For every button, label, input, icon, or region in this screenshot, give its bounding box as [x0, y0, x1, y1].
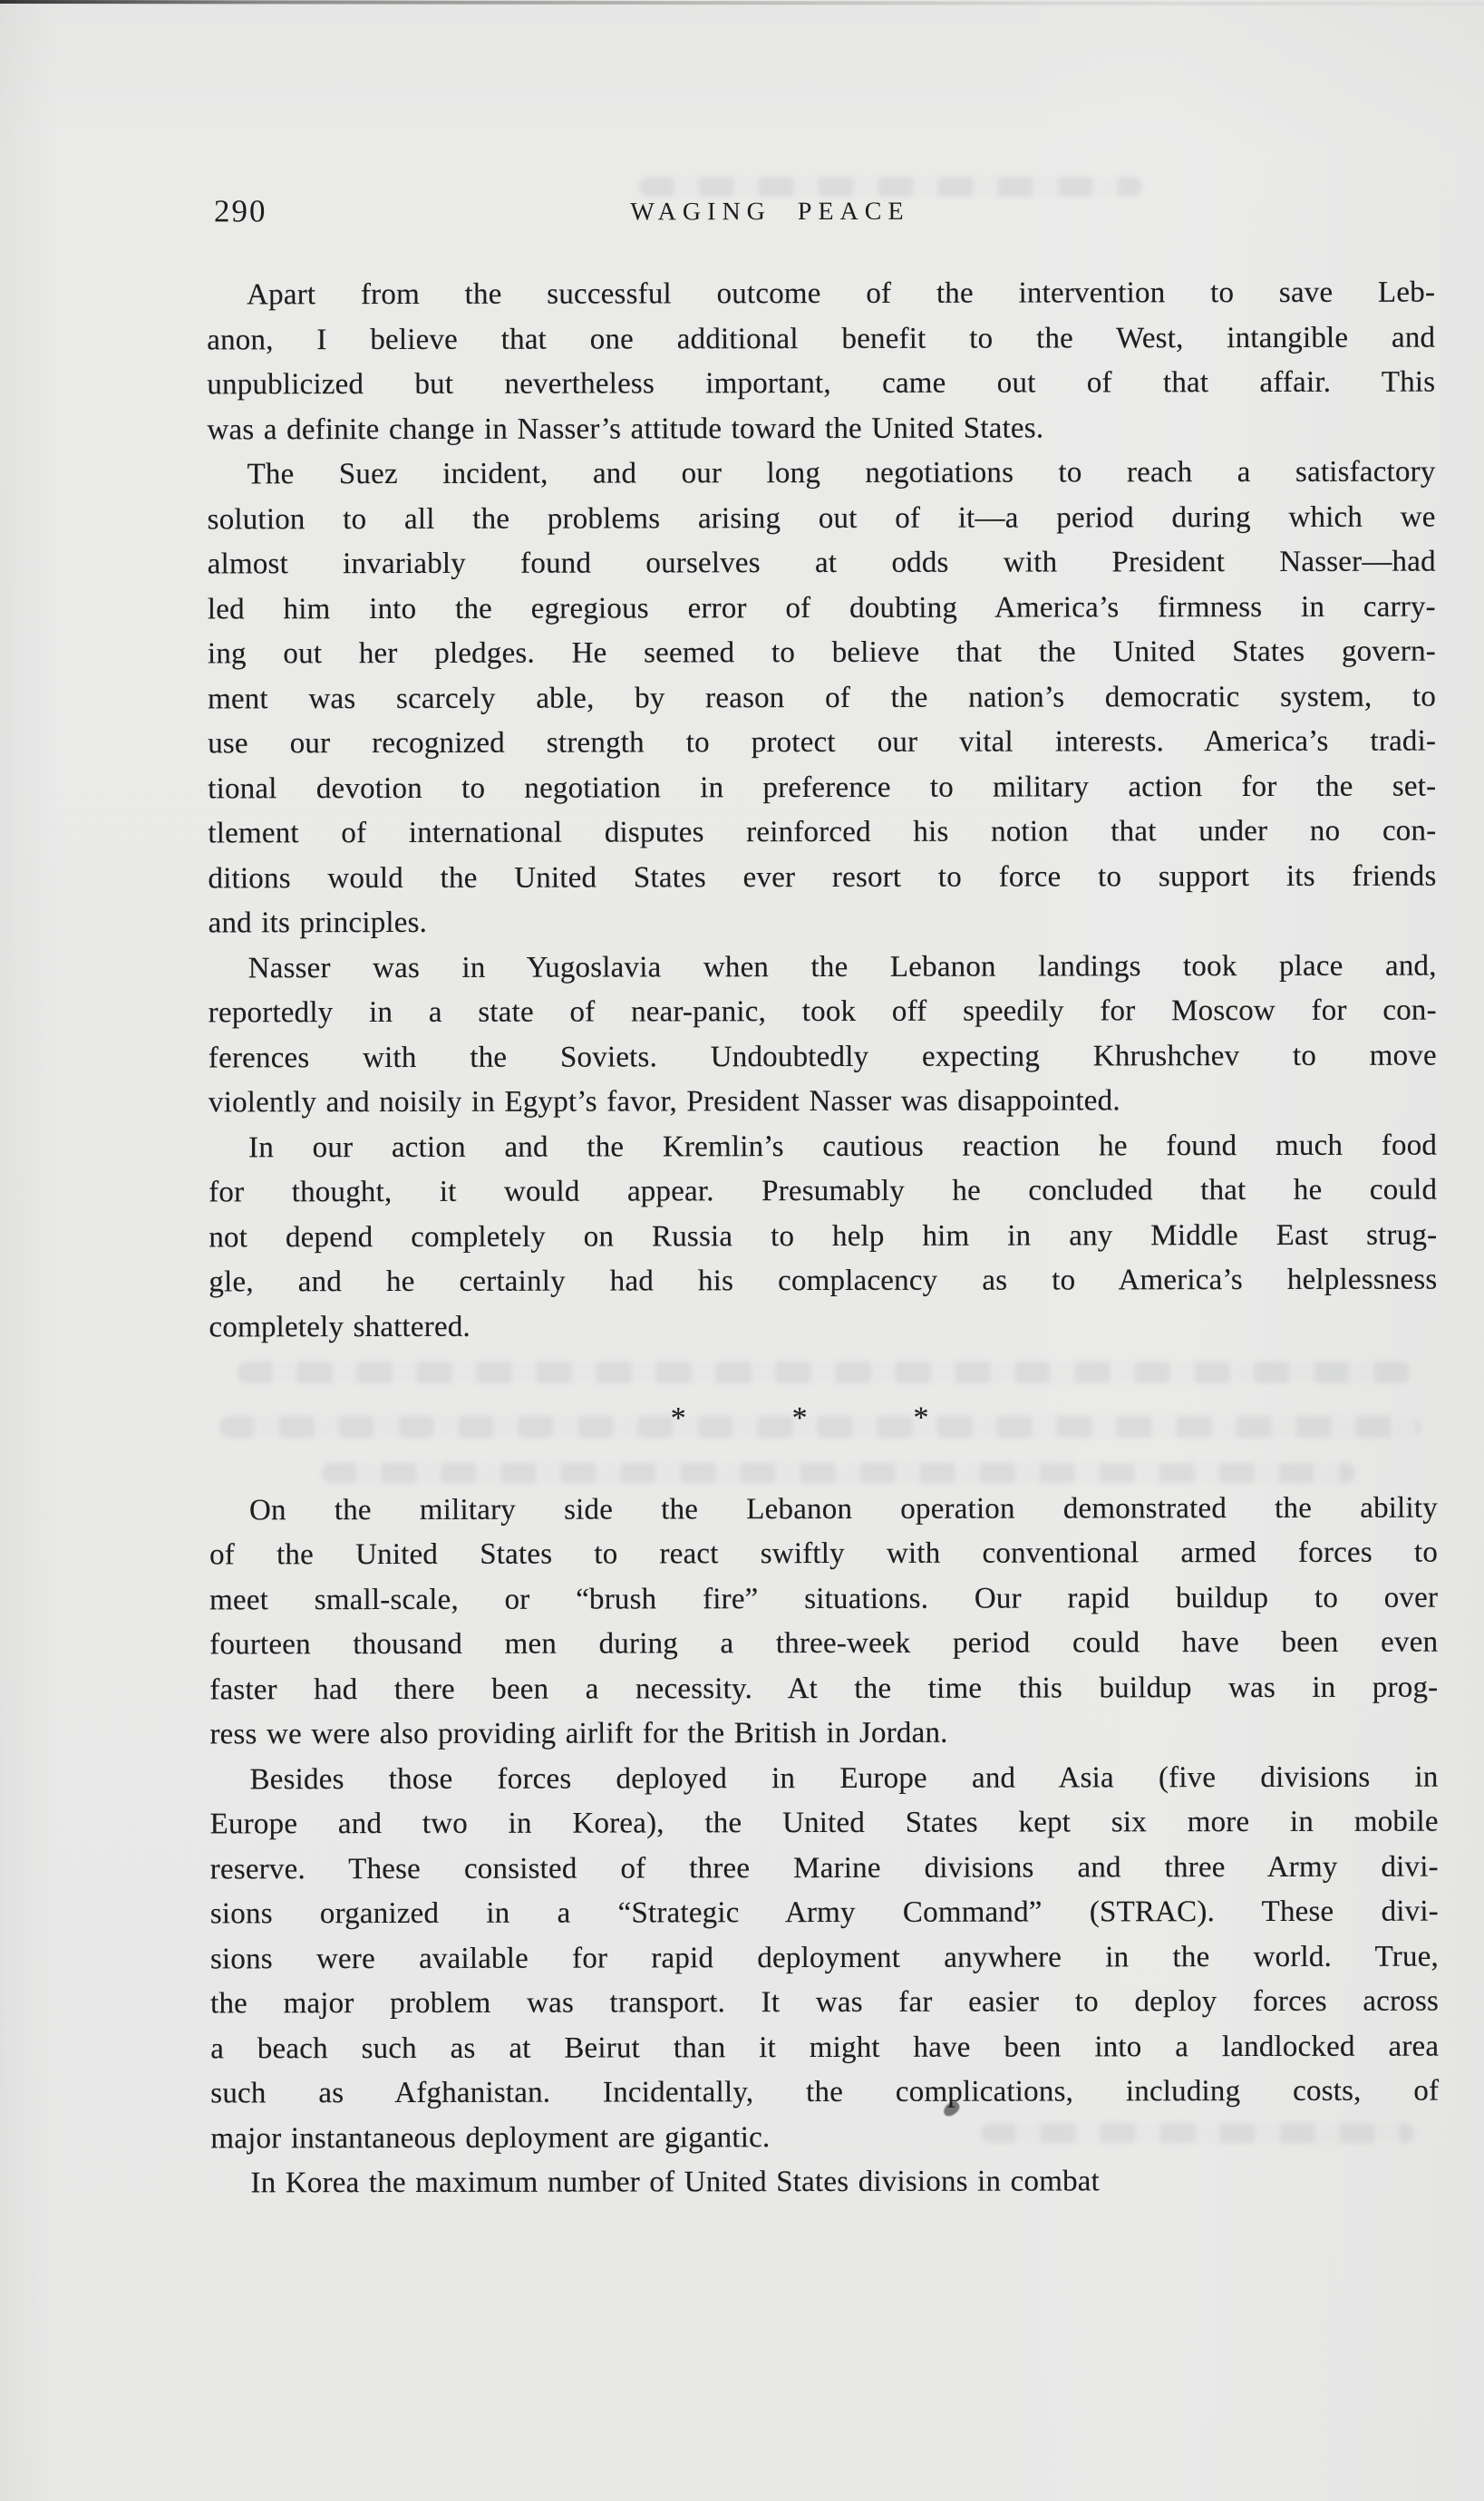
text-line: such as Afghanistan. Incidentally, the complications, including costs, of — [210, 2074, 1440, 2110]
text-line: a beach such as at Beirut than it might have been into a landlocked area — [210, 2030, 1440, 2065]
text-line: unpublicized but nevertheless important, came out of that affair. This — [207, 365, 1436, 402]
text-line: ferences with the Soviets. Undoubtedly expecting Khrushchev to move — [208, 1039, 1437, 1074]
text-line: tlement of international disputes reinforced his notion that under no con- — [208, 814, 1437, 850]
page-number: 290 — [213, 193, 267, 229]
text-line: violently and noisily in Egypt’s favor, President Nasser was disappointed. — [208, 1084, 1120, 1120]
paragraph — [207, 271, 1435, 453]
running-title: WAGING PEACE — [630, 197, 910, 227]
text-line: On the military side the Lebanon operation demonstrated the ability — [248, 1491, 1438, 1527]
text-line: faster had there been a necessity. At the time this buildup was in prog- — [209, 1671, 1439, 1706]
text-line: reserve. These consisted of three Marine divisions and three Army divi- — [209, 1850, 1439, 1885]
text-line: anon, I believe that one additional benefit to the West, intangible and — [207, 321, 1436, 356]
text-line: completely shattered. — [209, 1310, 470, 1343]
text-line: and its principles. — [208, 906, 428, 940]
text-line: In Korea the maximum number of United States divisions in combat — [250, 2165, 1100, 2200]
paragraph — [209, 1486, 1439, 1758]
text-line: was a definite change in Nasser’s attitude toward the United States. — [207, 411, 1044, 446]
text-line: major instantaneous deployment are gigantic. — [210, 2120, 771, 2155]
text-line: almost invariably found ourselves at odds with President Nasser—had — [207, 545, 1436, 581]
paragraph — [210, 1755, 1440, 2161]
text-line: Besides those forces deployed in Europe and Asia (five divisions in — [249, 1760, 1439, 1796]
text-line: Apart from the successful outcome of the intervention to save Leb- — [247, 276, 1436, 312]
text-line: gle, and he certainly had his complacency as to America’s helplessness — [209, 1263, 1438, 1299]
text-line: The Suez incident, and our long negotiations to reach a satisfactory — [247, 455, 1436, 491]
paragraph — [209, 944, 1437, 1126]
text-line: tional devotion to negotiation in preference to military action for the set- — [208, 770, 1437, 805]
paragraph — [209, 1123, 1438, 1350]
text-line: reportedly in a state of near-panic, took off speedily for Moscow for con- — [208, 994, 1437, 1030]
page-header — [207, 191, 1435, 234]
page-content — [206, 0, 1439, 2206]
text-line: ing out her pledges. He seemed to believe that the United States govern- — [207, 635, 1436, 671]
text-line: ment was scarcely able, by reason of the nation’s democratic system, to — [208, 680, 1437, 715]
text-line: the major problem was transport. It was far easier to deploy forces across — [210, 1984, 1440, 2021]
section-separator: * * * — [670, 1401, 929, 1436]
text-line: Nasser was in Yugoslavia when the Lebanon landings took place and, — [247, 949, 1437, 984]
paragraph — [207, 451, 1436, 946]
text-line: sions organized in a “Strategic Army Command” (STRAC). These divi- — [209, 1895, 1439, 1931]
text-line: fourteen thousand men during a three-week period could have been even — [209, 1625, 1439, 1662]
text-line: Europe and two in Korea), the United States kept six more in mobile — [209, 1805, 1439, 1841]
paragraph — [210, 2159, 1439, 2206]
page-body — [207, 271, 1439, 2206]
text-line: of the United States to react swiftly with conventional armed forces to — [209, 1536, 1439, 1572]
text-line: led him into the egregious error of doubting America’s firmness in carry- — [207, 590, 1436, 625]
text-line: solution to all the problems arising out of it—a period during which we — [207, 500, 1436, 536]
text-line: not depend completely on Russia to help him in any Middle East strug- — [209, 1218, 1438, 1254]
text-line: meet small-scale, or “brush fire” situations. Our rapid buildup to over — [209, 1581, 1439, 1616]
text-line: In our action and the Kremlin’s cautious reaction he found much food — [248, 1129, 1438, 1164]
text-line: ress we were also providing airlift for the British in Jordan. — [209, 1716, 948, 1751]
text-line: use our recognized strength to protect our vital interests. America’s tradi- — [208, 724, 1437, 761]
text-line: ditions would the United States ever resort to force to support its friends — [208, 859, 1437, 895]
text-line: for thought, it would appear. Presumably he concluded that he could — [209, 1173, 1438, 1209]
text-line: sions were available for rapid deployment anywhere in the world. True, — [209, 1940, 1440, 1975]
